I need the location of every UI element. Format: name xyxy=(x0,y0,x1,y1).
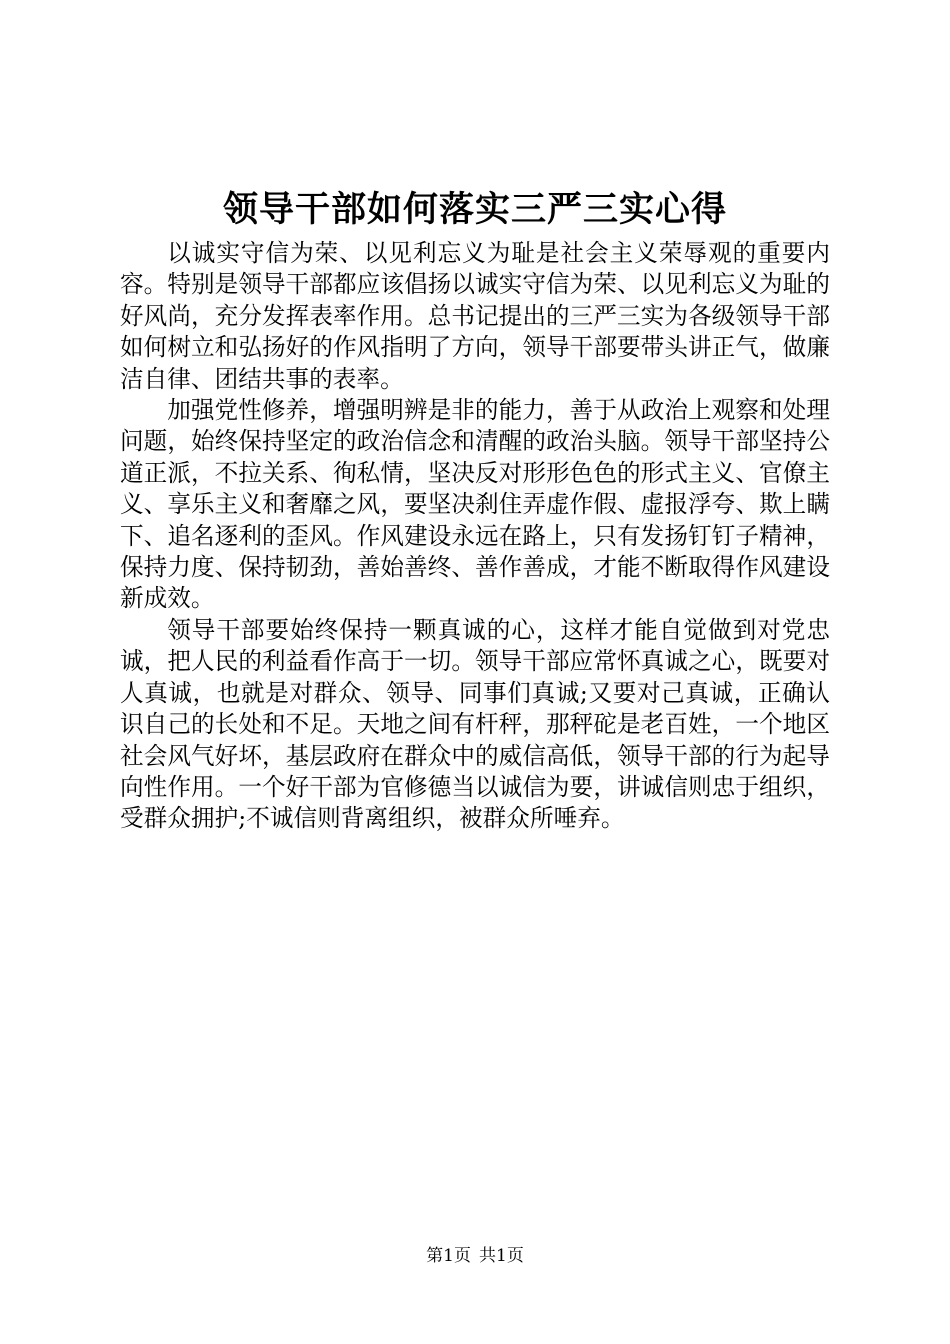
page-count: 共1页 xyxy=(479,1246,524,1266)
document-body xyxy=(120,238,830,835)
paragraph: 以诚实守信为荣、以见利忘义为耻是社会主义荣辱观的重要内容。特别是领导干部都应该倡扬以诚实守信为荣、以见利忘义为耻的好风尚，充分发挥表率作用。总书记提出的三严三实为各级领导干部如何树立和弘扬好的作风指明了方向，领导干部要带头讲正气，做廉洁自律、团结共事的表率。 xyxy=(120,239,830,393)
document-title: 领导干部如何落实三严三实心得 xyxy=(222,190,727,230)
page-number: 第1页 xyxy=(426,1246,471,1266)
paragraph: 领导干部要始终保持一颗真诚的心，这样才能自觉做到对党忠诚，把人民的利益看作高于一切。领导干部应常怀真诚之心，既要对人真诚，也就是对群众、领导、同事们真诚;又要对己真诚，正确认识自己的长处和不足。天地之间有杆秤，那秤砣是老百姓，一个地区社会风气好坏，基层政府在群众中的威信高低，领导干部的行为起导向性作用。一个好干部为官修德当以诚信为要，讲诚信则忠于组织，受群众拥护;不诚信则背离组织，被群众所唾弃。 xyxy=(120,615,830,833)
page-footer xyxy=(0,1244,950,1268)
paragraph: 加强党性修养，增强明辨是非的能力，善于从政治上观察和处理问题，始终保持坚定的政治信念和清醒的政治头脑。领导干部坚持公道正派，不拉关系、徇私情，坚决反对形形色色的形式主义、官僚主义、享乐主义和奢靡之风，要坚决刹住弄虚作假、虚报浮夸、欺上瞒下、追名逐利的歪风。作风建设永远在路上，只有发扬钉钉子精神，保持力度、保持韧劲，善始善终、善作善成，才能不断取得作风建设新成效。 xyxy=(120,396,830,613)
